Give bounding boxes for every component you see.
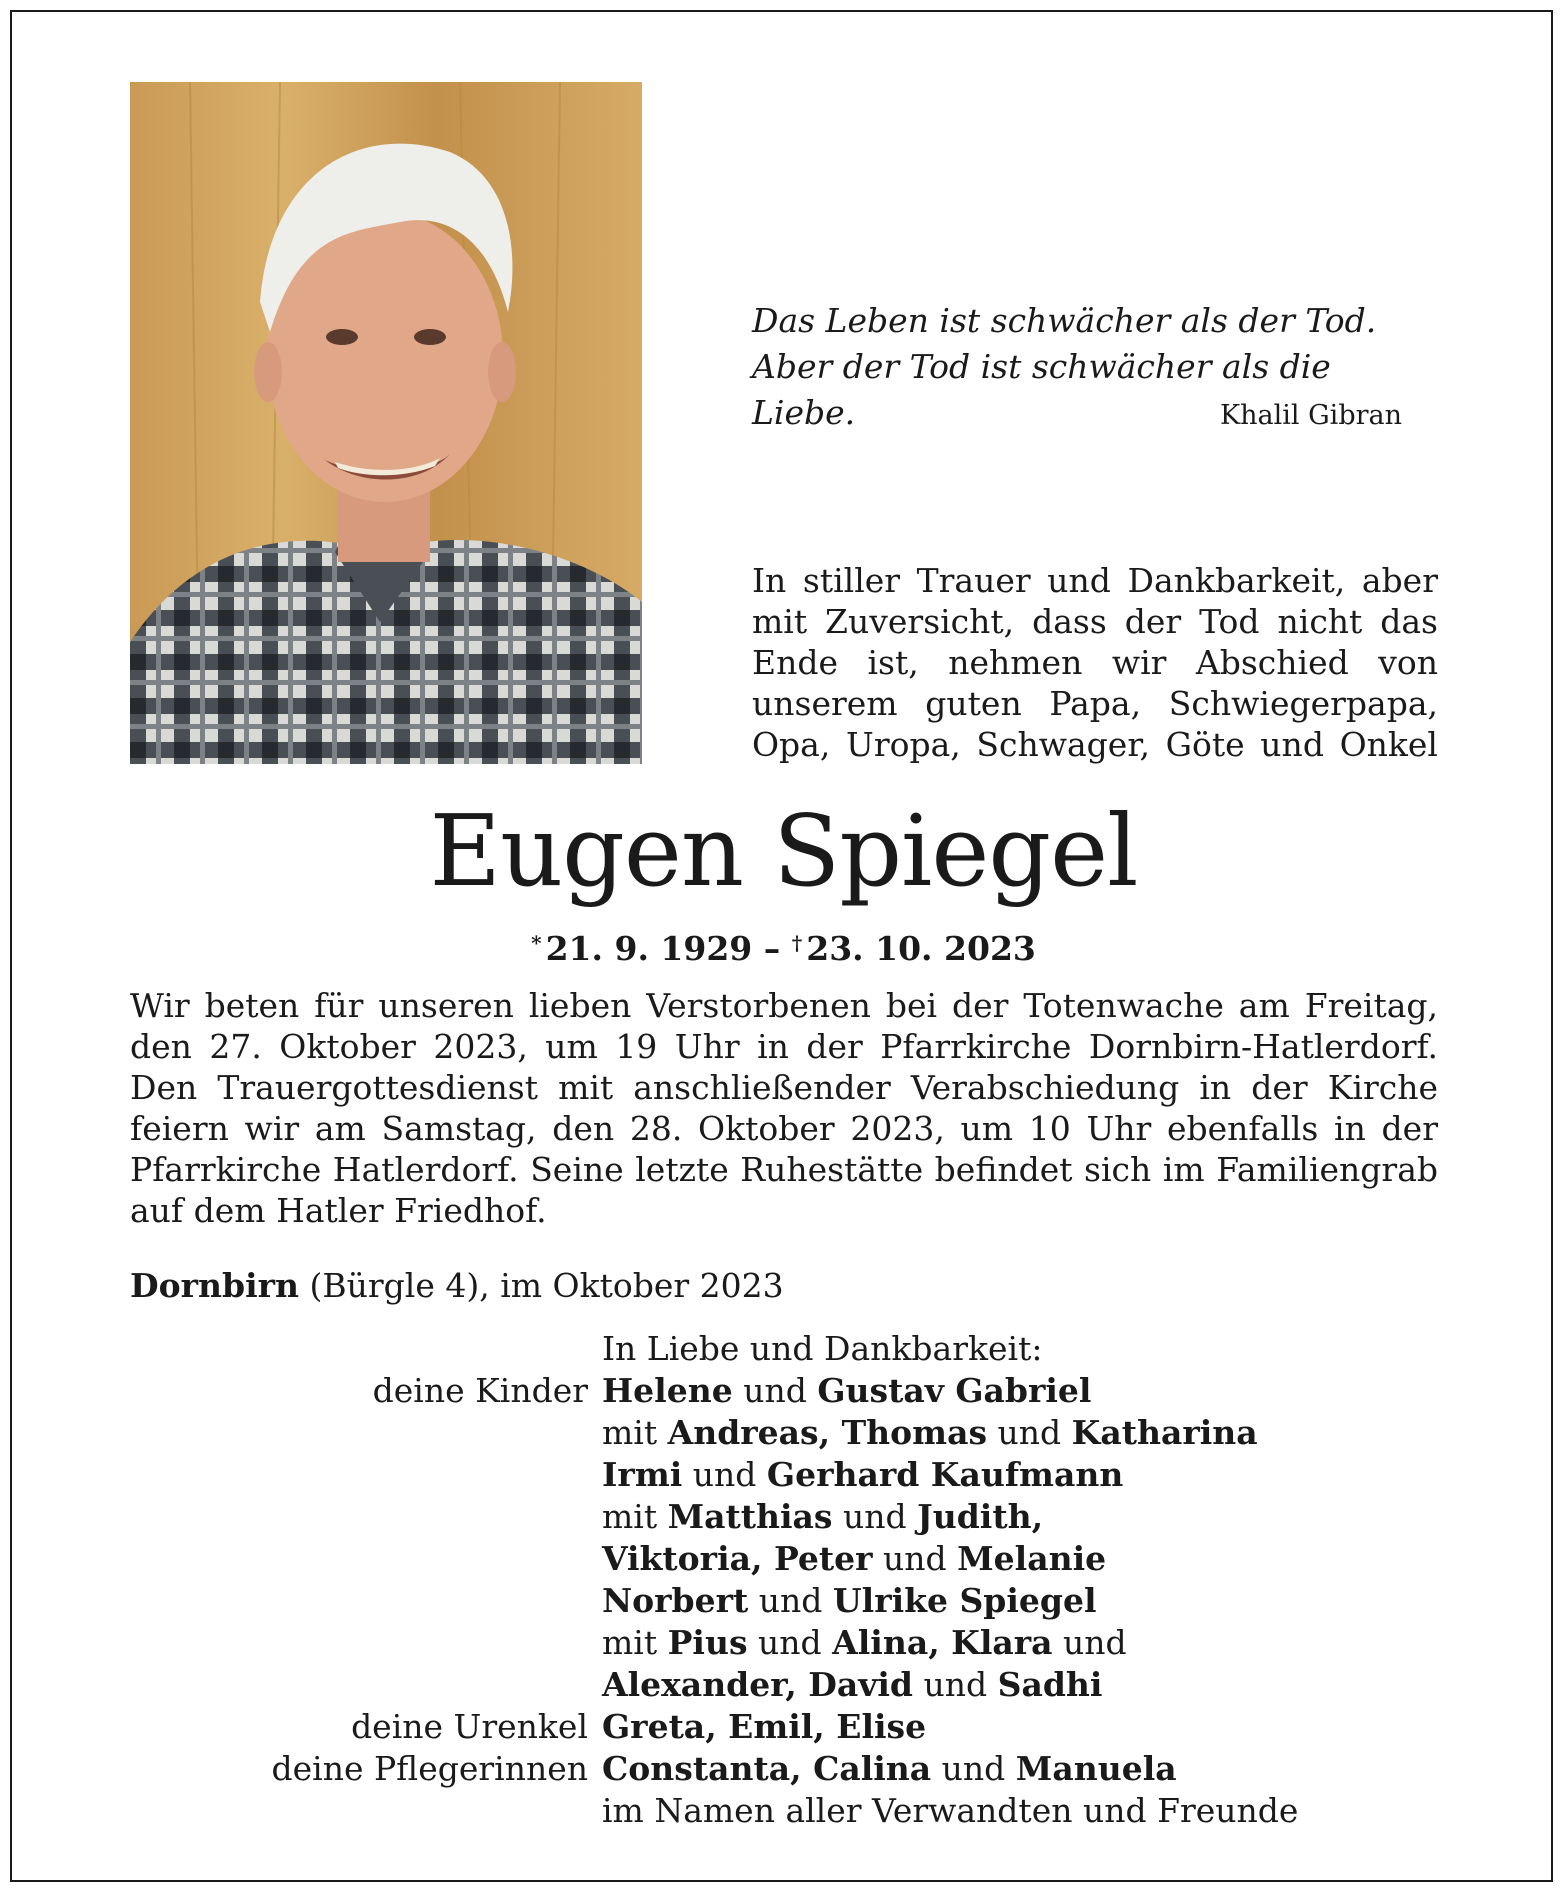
mourner-row — [130, 1412, 1438, 1454]
mourner-names — [602, 1664, 1438, 1706]
quote-line-1: Das Leben ist schwächer als der Tod. — [752, 301, 1377, 340]
mourner-names — [602, 1538, 1438, 1580]
mourner-name: Sadhi — [997, 1665, 1103, 1704]
mourner-name: Alexander, David — [602, 1665, 914, 1704]
mourner-relation-label — [130, 1664, 602, 1706]
mourner-row — [130, 1496, 1438, 1538]
mourner-connector: und — [987, 1413, 1072, 1452]
mourner-relation-label — [130, 1580, 602, 1622]
quote-line-2: Aber der Tod ist schwächer als die Liebe. — [752, 347, 1331, 432]
birth-date: 21. 9. 1929 — [545, 929, 753, 968]
mourner-row — [130, 1538, 1438, 1580]
mourner-name: Greta, Emil, Elise — [602, 1707, 927, 1746]
place-address: (Bürgle 4), im Oktober 2023 — [299, 1266, 784, 1305]
mourner-name: Gerhard Kaufmann — [766, 1455, 1124, 1494]
death-symbol: † — [791, 931, 803, 955]
mourner-names — [602, 1370, 1438, 1412]
mourner-name: Gustav Gabriel — [817, 1371, 1092, 1410]
place-date-line — [130, 1265, 1438, 1306]
mourner-relation-label — [130, 1454, 602, 1496]
service-details: Wir beten für unseren lieben Verstorbenen bei der Totenwache am Freitag, den 27. Oktober 2023, um 19 Uhr in der Pfarrkirche Dornbirn-Hatlerdorf. Den Trauergottesdienst mit anschließender Verabschiedung in der Kirche feiern wir am Samstag, den 28. Oktober 2023, um 10 Uhr ebenfalls in der Pfarrkirche Hatlerdorf. Seine letzte Ruhestätte befindet sich im Familiengrab auf dem Hatler Friedhof. — [130, 986, 1438, 1230]
portrait-photo — [130, 82, 642, 764]
mourner-names — [602, 1496, 1438, 1538]
intro-paragraph: In stiller Trauer und Dankbarkeit, aber mit Zuversicht, dass der Tod nicht das Ende ist, nehmen wir Abschied von unserem guten Papa, Schwiegerpapa, Opa, Uropa, Schwager, Göte und Onkel — [752, 561, 1438, 764]
mourner-names — [602, 1706, 1438, 1748]
mourner-names — [602, 1748, 1438, 1790]
birth-symbol: * — [531, 931, 542, 955]
mourner-relation-label: deine Pflegerinnen — [271, 1749, 588, 1788]
mourner-name: Ulrike Spiegel — [832, 1581, 1097, 1620]
mourner-connector: und — [747, 1623, 833, 1662]
mourner-connector: mit — [602, 1623, 668, 1662]
mourner-connector: mit — [602, 1413, 668, 1452]
mourner-row — [130, 1454, 1438, 1496]
mourner-relation-label — [130, 1790, 602, 1832]
mourners-heading-row — [130, 1328, 1438, 1370]
mourner-name: Viktoria, Peter — [602, 1539, 873, 1578]
death-date: 23. 10. 2023 — [806, 929, 1036, 968]
mourners-list — [130, 1328, 1438, 1832]
mourner-name: Irmi — [602, 1455, 683, 1494]
portrait-illustration — [130, 82, 642, 764]
mourner-connector: und — [748, 1581, 833, 1620]
mourner-row — [130, 1706, 1438, 1748]
mourner-connector: und — [832, 1497, 918, 1536]
life-dates — [0, 921, 1567, 971]
mourner-name: Constanta, Calina — [602, 1749, 932, 1788]
mourner-relation-label — [130, 1622, 602, 1664]
mourner-name: Manuela — [1015, 1749, 1177, 1788]
place-town: Dornbirn — [130, 1266, 299, 1305]
mourner-name: Melanie — [957, 1539, 1107, 1578]
mourner-relation-label — [130, 1538, 602, 1580]
mourner-relation-label — [130, 1412, 602, 1454]
date-separator: – — [763, 929, 781, 968]
mourner-name: Judith, — [917, 1497, 1044, 1536]
mourner-names — [602, 1580, 1438, 1622]
mourner-row — [130, 1790, 1438, 1832]
mourner-name: Matthias — [667, 1497, 833, 1536]
mourner-relation-label: deine Urenkel — [351, 1707, 588, 1746]
mourner-name: Andreas, Thomas — [667, 1413, 988, 1452]
mourner-connector: mit — [602, 1497, 668, 1536]
mourner-row — [130, 1748, 1438, 1790]
mourner-names — [602, 1412, 1438, 1454]
deceased-name: Eugen Spiegel — [429, 795, 1138, 909]
mourner-name: Alina, Klara — [832, 1623, 1053, 1662]
mourner-name: Helene — [602, 1371, 733, 1410]
mourner-connector: im Namen aller Verwandten und Freunde — [602, 1791, 1299, 1830]
mourner-connector: und — [682, 1455, 767, 1494]
mourner-row — [130, 1664, 1438, 1706]
mourner-connector: und — [872, 1539, 958, 1578]
mourner-name: Pius — [667, 1623, 748, 1662]
mourner-name: Norbert — [602, 1581, 749, 1620]
mourner-row — [130, 1370, 1438, 1412]
quote-author: Khalil Gibran — [1219, 400, 1402, 431]
mourner-relation-label: deine Kinder — [372, 1371, 588, 1410]
mourner-connector: und — [732, 1371, 818, 1410]
mourner-name: Katharina — [1071, 1413, 1258, 1452]
mourner-relation-label — [130, 1496, 602, 1538]
mourner-connector: und — [931, 1749, 1016, 1788]
mourner-connector: und — [913, 1665, 998, 1704]
mourner-row — [130, 1580, 1438, 1622]
mourner-names — [602, 1454, 1438, 1496]
mourners-heading: In Liebe und Dankbarkeit: — [602, 1329, 1043, 1368]
mourner-names — [602, 1622, 1438, 1664]
mourner-row — [130, 1622, 1438, 1664]
mourner-connector: und — [1052, 1623, 1127, 1662]
mourner-names — [602, 1790, 1438, 1832]
